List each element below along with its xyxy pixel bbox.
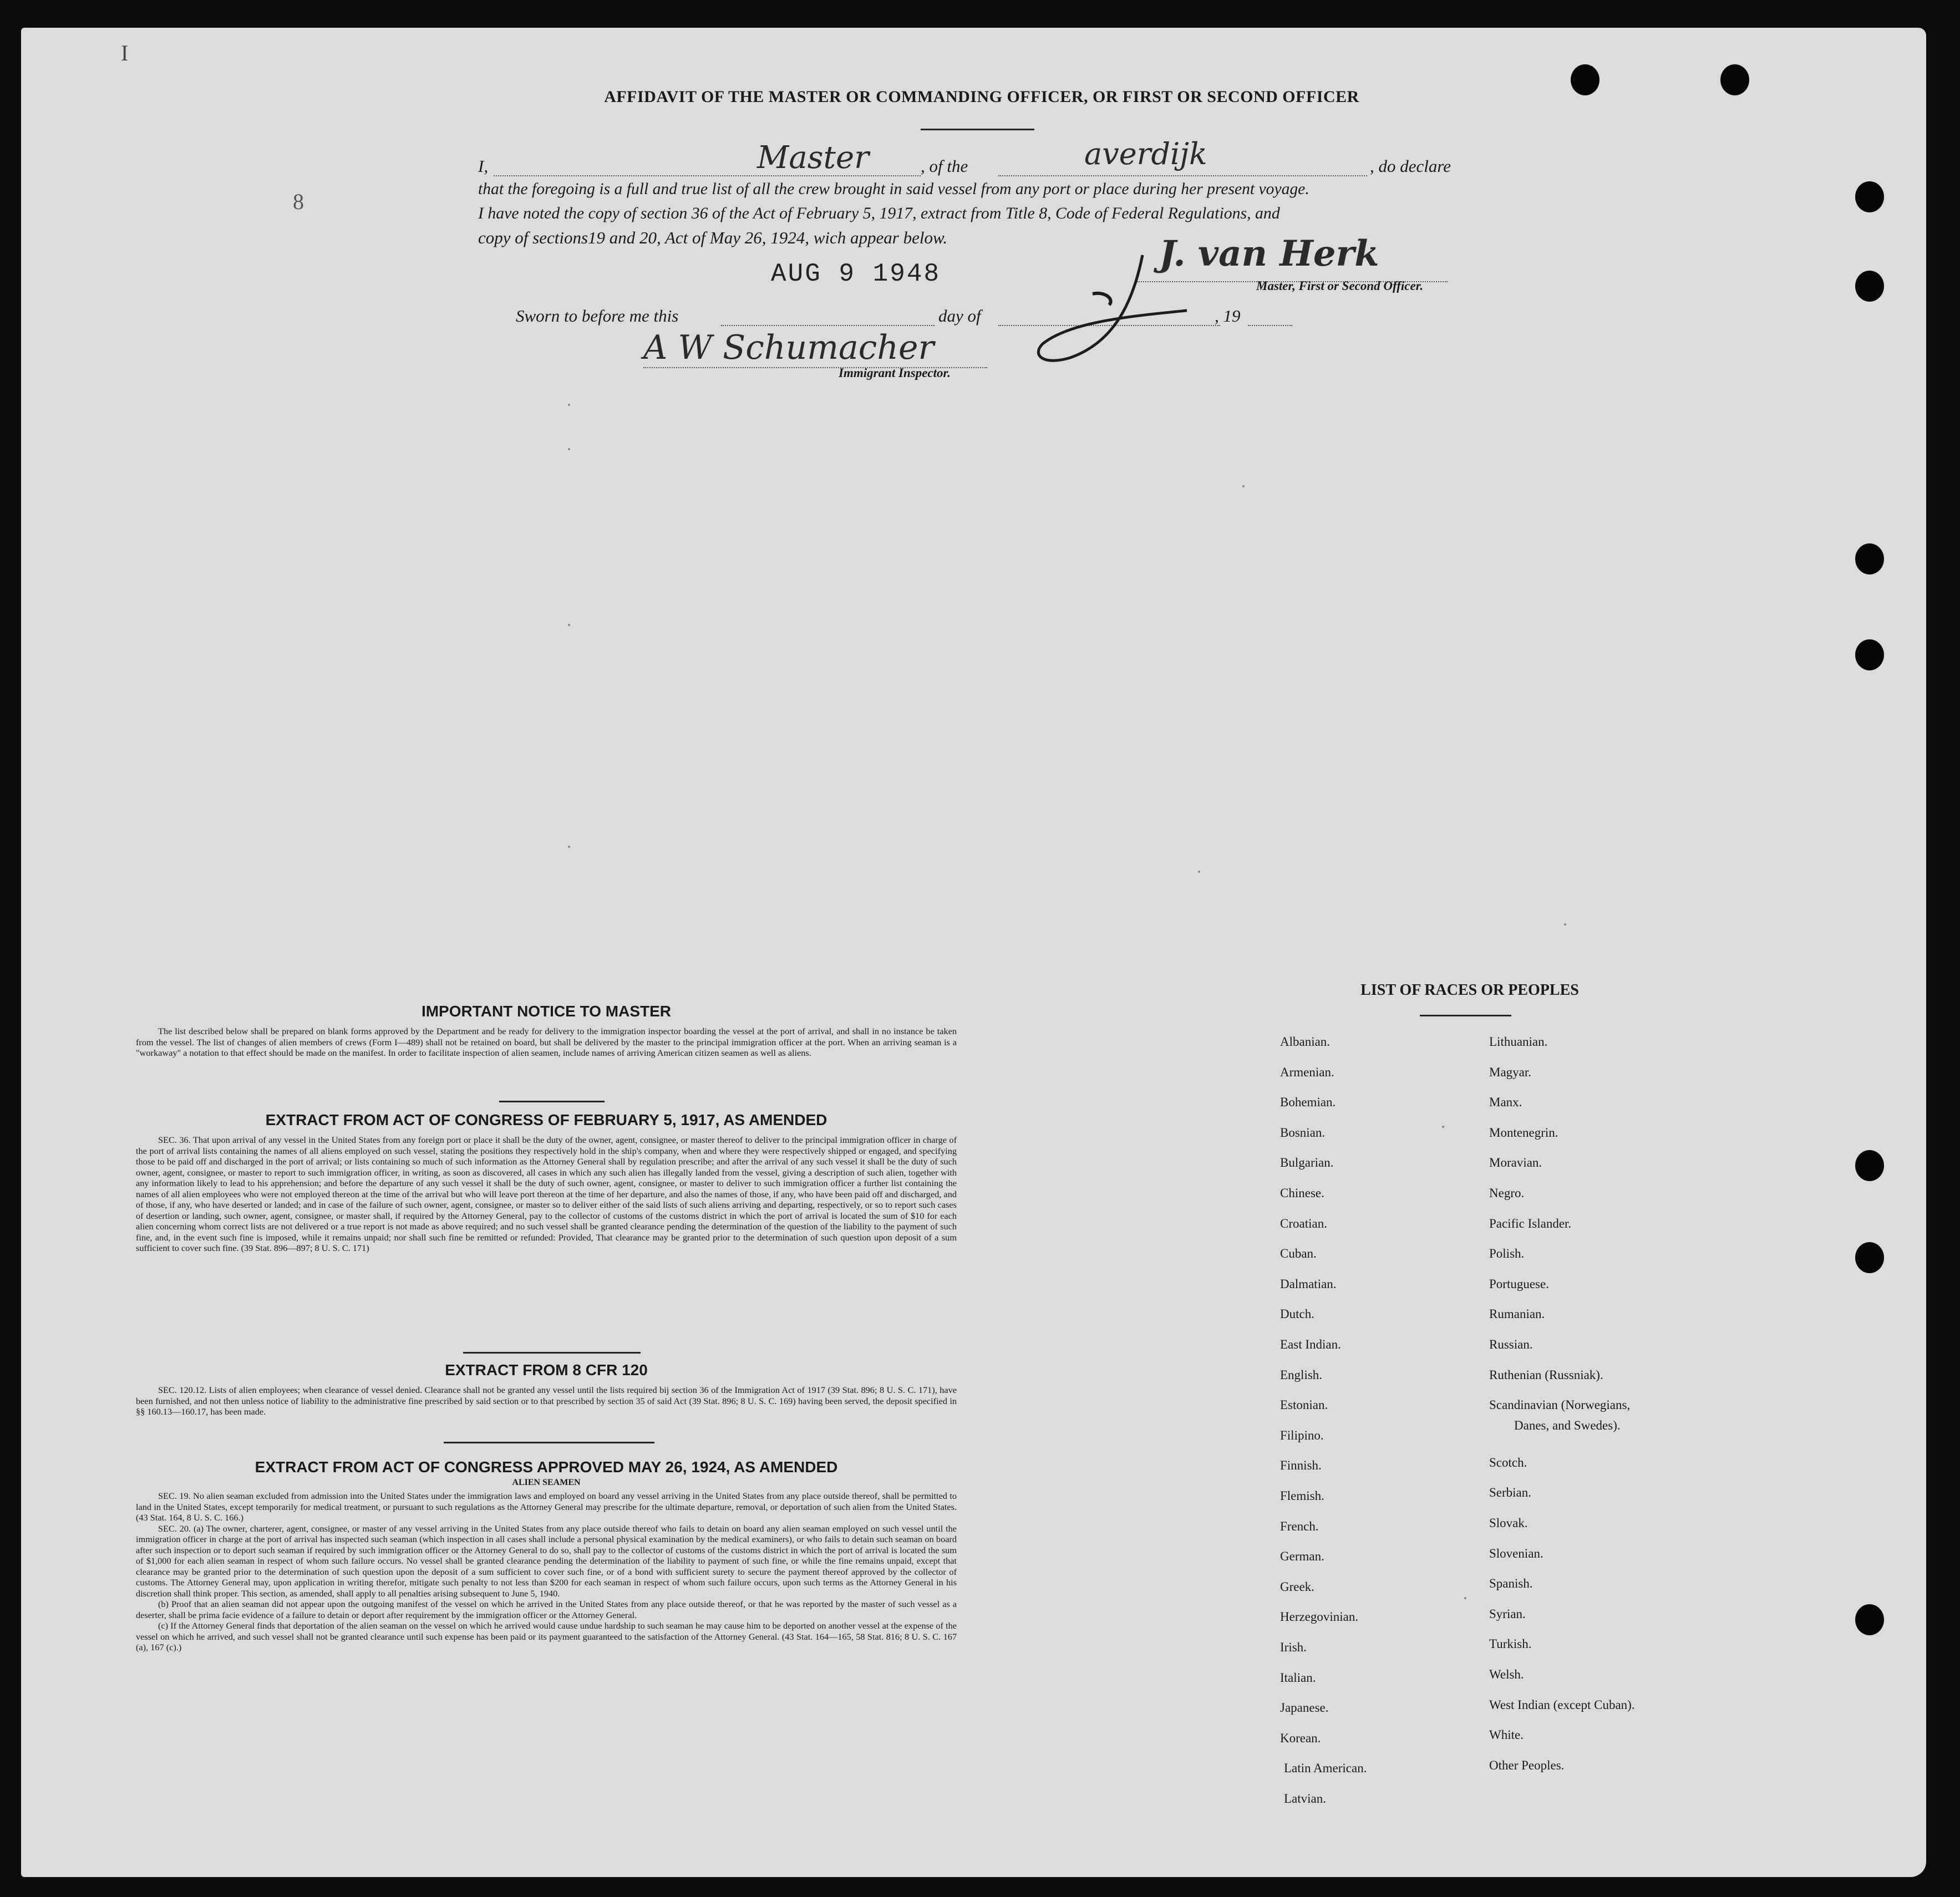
bleed-dot (1198, 871, 1200, 873)
race-item: Latin American. (1284, 1761, 1367, 1775)
race-item: East Indian. (1280, 1337, 1341, 1351)
extract-1917-paragraph: SEC. 36. That upon arrival of any vessel in the United States from any foreign port or place it shall be the duty of the owner, agent, consignee, or master thereof to deliver to the principal immigration officer in charge of the port of arrival lists containing the names of all aliens employed on such vessel, stating the positions they respectively hold in the ship's company, when and where they were respectively shipped or engaged, and specifying those to be paid off and discharged in the port of arrival; or lists containing so much of such information as the Attorney General shall by regulation prescribe; and after the arrival of any such vessel it shall be the duty of such owner, agent, consignee, or master to report to such immigration officer, in writing, as soon as discovered, all cases in which any such alien has illegally landed from the vessel, giving a description of such alien, together with any information likely to lead to his apprehension; and before the departure of any such vessel it shall be the duty of such owner, agent, consignee, or master to deliver to such immigration officer a further list containing the names of all alien employees who were not employed thereon at the time of the arrival but who will leave port thereon at the time of her departure, and also the names of those, if any, who have been paid off and discharged, and of those, if any, who have deserted or landed; and in case of the failure of such owner, agent, consignee, or master so to deliver either of the said lists of such aliens arriving and departing, respectively, or so to report such cases of desertion or landing, such owner, agent, consignee, or master shall, if required by the Attorney General, pay to the collector of customs of the customs district in which the port of arrival is located the sum of $10 for each alien concerning whom correct lists are not delivered or a true report is not made as above required; and no such vessel shall be granted clearance pending the determination of the question of the liability to the payment of such fine, and, in the event such fine is imposed, while it remains unpaid; nor shall such fine be remitted or refunded: Provided, That clearance may be granted prior to the determination of such question upon deposit of a sum sufficient to cover such fine. (39 Stat. 896—897; 8 U. S. C. 171) (136, 1135, 957, 1253)
race-item: Dalmatian. (1280, 1277, 1337, 1291)
punch-hole (1855, 271, 1884, 302)
race-item: French. (1280, 1519, 1319, 1533)
section-divider (444, 1442, 654, 1443)
corner-mark: I (121, 40, 129, 65)
race-item: Albanian. (1280, 1035, 1331, 1049)
punch-hole (1720, 64, 1749, 95)
race-item: Pacific Islander. (1489, 1217, 1572, 1230)
race-item: Chinese. (1280, 1186, 1324, 1200)
sec19-paragraph: SEC. 19. No alien seaman excluded from admission into the United States under the immigration laws and employed on board any vessel arriving in the United States from any place outside thereof, shall be permitted to land in the United States, except temporarily for medical treatment, or pursuant to such regulations as the Attorney General may prescribe for the ultimate departure, removal, or deportation of such alien from the United States. (43 Stat. 164, 8 U. S. C. 166.) (136, 1491, 957, 1523)
race-item: Montenegrin. (1489, 1126, 1558, 1140)
race-item: Latvian. (1284, 1792, 1326, 1806)
extract-cfr-paragraph: SEC. 120.12. Lists of alien employees; when clearance of vessel denied. Clearance shall not be granted any vessel until the lists required bij section 36 of the Immigration Act of 1917 (39 Stat. 896; 8 U. S. C. 171), have been furnished, and not then unless notice of liability to the administrative fine prescribed by said section or to that prescribed by section 35 of said Act (39 Stat. 896; 8 U. S. C. 169) having been served, the deposit specified in §§ 160.13—160.17, has been made. (136, 1385, 957, 1417)
extract-1917-title: EXTRACT FROM ACT OF CONGRESS OF FEBRUARY 5, 1917, AS AMENDED (265, 1111, 827, 1128)
race-item: Filipino. (1280, 1428, 1324, 1442)
notice-text (136, 1026, 957, 1059)
bleed-dot (568, 624, 570, 626)
page-number: 8 (293, 189, 304, 214)
bleed-dot (568, 404, 570, 406)
sworn-prefix: Sworn to before me this (516, 306, 679, 326)
race-item: Armenian. (1280, 1065, 1334, 1079)
bleed-dot (1464, 1597, 1466, 1599)
bleed-dot (1564, 923, 1566, 925)
race-item: West Indian (except Cuban). (1489, 1698, 1635, 1712)
race-item: Lithuanian. (1489, 1035, 1548, 1049)
race-item: Italian. (1280, 1671, 1316, 1685)
notice-paragraph: The list described below shall be prepared on blank forms approved by the Department and be ready for delivery to the immigration inspector boarding the vessel at the port of arrival, and shall in no instance be taken from the vessel. The list of changes of alien members of crews (Form I—489) shall not be retained on board, but shall be delivered by the master to the principal immigration officer at the port. When an arriving seaman is a "workaway" a notation to that effect should be made on the manifest. In order to facilitate inspection of alien seamen, include names of arriving American citizen seamen as well as aliens. (136, 1026, 957, 1058)
extract-cfr-text (136, 1385, 957, 1417)
inspector-signature: A W Schumacher (643, 328, 935, 367)
affidavit-line1-mid: , of the (921, 156, 968, 176)
vessel-blank (998, 174, 1367, 176)
date-stamp: AUG 9 1948 (771, 260, 941, 288)
race-item: Magyar. (1489, 1065, 1532, 1079)
race-item: Danes, and Swedes). (1514, 1418, 1621, 1432)
race-item: Bosnian. (1280, 1126, 1326, 1140)
bleed-dot (1242, 485, 1245, 487)
punch-hole (1855, 639, 1884, 670)
sec20a-paragraph: SEC. 20. (a) The owner, charterer, agent, consignee, or master of any vessel arriving in the United States from any place outside thereof who fails to detain on board any alien seaman employed on such vessel until the immigration officer in charge at the port of arrival has inspected such seaman (which inspection in all cases shall include a personal physical examination by the medical examiners), or who fails to detain such seaman on board after such inspection or to deport such seaman if required by such immigration officer or the Attorney General to do so, shall pay to the collector of customs of the customs district in which the port of arrival is located the sum of $1,000 for each alien seaman in respect of whom such failure occurs. No vessel shall be granted clearance pending the determination of the liability to payment of such fine, or while the fine remains unpaid, except that clearance may be granted prior to the determination of such question upon the deposit of a sum sufficient to cover such fine, or of a bond with sufficient surety to secure the payment thereof approved by the collector of customs. The Attorney General may, upon application in writing therefor, mitigate such penalty to not less than $200 for each seaman in respect of whom such failure occurs, upon such terms as the Attorney General in his discretion shall think proper. This section, as amended, shall apply to all penalties arising subsequent to June 5, 1940. (136, 1523, 957, 1599)
race-item: Greek. (1280, 1580, 1314, 1594)
race-item: Russian. (1489, 1337, 1533, 1351)
master-caption: Master, First or Second Officer. (1256, 279, 1424, 293)
race-item: Moravian. (1489, 1156, 1542, 1169)
affidavit-line2: that the foregoing is a full and true list of all the crew brought in said vessel from any port or place during her present voyage. (478, 180, 1309, 198)
notice-title: IMPORTANT NOTICE TO MASTER (421, 1003, 672, 1020)
race-item: Turkish. (1489, 1637, 1532, 1651)
punch-hole (1855, 1242, 1884, 1273)
race-item: Negro. (1489, 1186, 1525, 1200)
extract-1924-subtitle: ALIEN SEAMEN (512, 1478, 581, 1487)
race-item: Slovak. (1489, 1516, 1528, 1530)
race-item: Herzegovinian. (1280, 1610, 1359, 1624)
bleed-dot (568, 846, 570, 848)
sworn-day-blank (721, 324, 935, 326)
bleed-dot (1442, 1126, 1444, 1128)
race-item: Spanish. (1489, 1576, 1533, 1590)
sec20c-paragraph: (c) If the Attorney General finds that deportation of the alien seaman on the vessel on which he arrived would cause undue hardship to such seaman he may cause him to be deported on another vessel at the expense of the vessel on which he arrived, and such vessel shall not be granted clearance until such expense has been paid or its payment guaranteed to the satisfaction of the Attorney General. (43 Stat. 164—165, 58 Stat. 816; 8 U. S. C. 167 (a), 167 (c).) (136, 1620, 957, 1652)
inspector-caption: Immigrant Inspector. (839, 366, 951, 380)
race-item: Rumanian. (1489, 1307, 1545, 1321)
punch-hole (1855, 1150, 1884, 1181)
affidavit-title: AFFIDAVIT OF THE MASTER OR COMMANDING OFFICER, OR FIRST OR SECOND OFFICER (604, 88, 1359, 106)
rank-handwritten: Master (757, 140, 869, 176)
race-item: German. (1280, 1549, 1324, 1563)
race-item: Irish. (1280, 1640, 1307, 1654)
affidavit-line4: copy of sections19 and 20, Act of May 26, 1924, wich appear below. (478, 228, 948, 247)
extract-1924-title: EXTRACT FROM ACT OF CONGRESS APPROVED MAY 26, 1924, AS AMENDED (255, 1458, 838, 1476)
affidavit-line1-suffix: , do declare (1370, 156, 1451, 176)
races-title: LIST OF RACES OR PEOPLES (1360, 981, 1579, 999)
punch-hole (1855, 181, 1884, 212)
extract-1924-text (136, 1491, 957, 1653)
race-item: Bulgarian. (1280, 1156, 1334, 1169)
race-item: Other Peoples. (1489, 1758, 1565, 1772)
vessel-handwritten: averdijk (1084, 136, 1207, 171)
race-item: White. (1489, 1728, 1524, 1742)
sec20b-paragraph: (b) Proof that an alien seaman did not appear upon the outgoing manifest of the vessel on which he arrived in the United States from any place outside thereof, or that he was reported by the master of such vessel as a deserter, shall be prima facie evidence of a failure to detain or deport after requirement by the immigration officer or the Attorney General. (136, 1599, 957, 1620)
race-item: Finnish. (1280, 1458, 1322, 1472)
race-item: Bohemian. (1280, 1095, 1336, 1109)
race-item: Portuguese. (1489, 1277, 1549, 1291)
affidavit-line3: I have noted the copy of section 36 of the Act of February 5, 1917, extract from Title 8, Code of Federal Regulations, and (478, 204, 1280, 222)
punch-hole (1855, 543, 1884, 574)
title-underline (921, 129, 1034, 130)
race-item: Ruthenian (Russniak). (1489, 1368, 1603, 1382)
race-item: English. (1280, 1368, 1323, 1382)
race-item: Flemish. (1280, 1489, 1324, 1503)
race-item: Korean. (1280, 1731, 1321, 1745)
race-item: Syrian. (1489, 1607, 1526, 1621)
sworn-year: , 19 (1215, 306, 1241, 326)
sworn-day-label: day of (938, 306, 981, 326)
race-item: Manx. (1489, 1095, 1522, 1109)
races-title-underline (1420, 1015, 1511, 1016)
race-item: Cuban. (1280, 1247, 1317, 1260)
race-item: Slovenian. (1489, 1547, 1543, 1560)
race-item: Estonian. (1280, 1398, 1328, 1412)
section-divider (463, 1352, 641, 1354)
bleed-dot (568, 448, 570, 450)
punch-hole (1571, 64, 1600, 95)
section-divider (499, 1101, 605, 1102)
punch-hole (1855, 1604, 1884, 1635)
race-item: Polish. (1489, 1247, 1525, 1260)
master-signature: J. van Herk (1159, 233, 1379, 274)
extract-1917-text (136, 1135, 957, 1254)
race-item: Serbian. (1489, 1486, 1532, 1499)
affidavit-line1-prefix: I, (478, 156, 489, 176)
race-item: Croatian. (1280, 1217, 1327, 1230)
extract-cfr-title: EXTRACT FROM 8 CFR 120 (445, 1361, 648, 1379)
race-item: Dutch. (1280, 1307, 1314, 1321)
race-item: Scandinavian (Norwegians, (1489, 1398, 1631, 1412)
race-item: Japanese. (1280, 1701, 1329, 1715)
race-item: Scotch. (1489, 1456, 1527, 1469)
race-item: Welsh. (1489, 1667, 1524, 1681)
